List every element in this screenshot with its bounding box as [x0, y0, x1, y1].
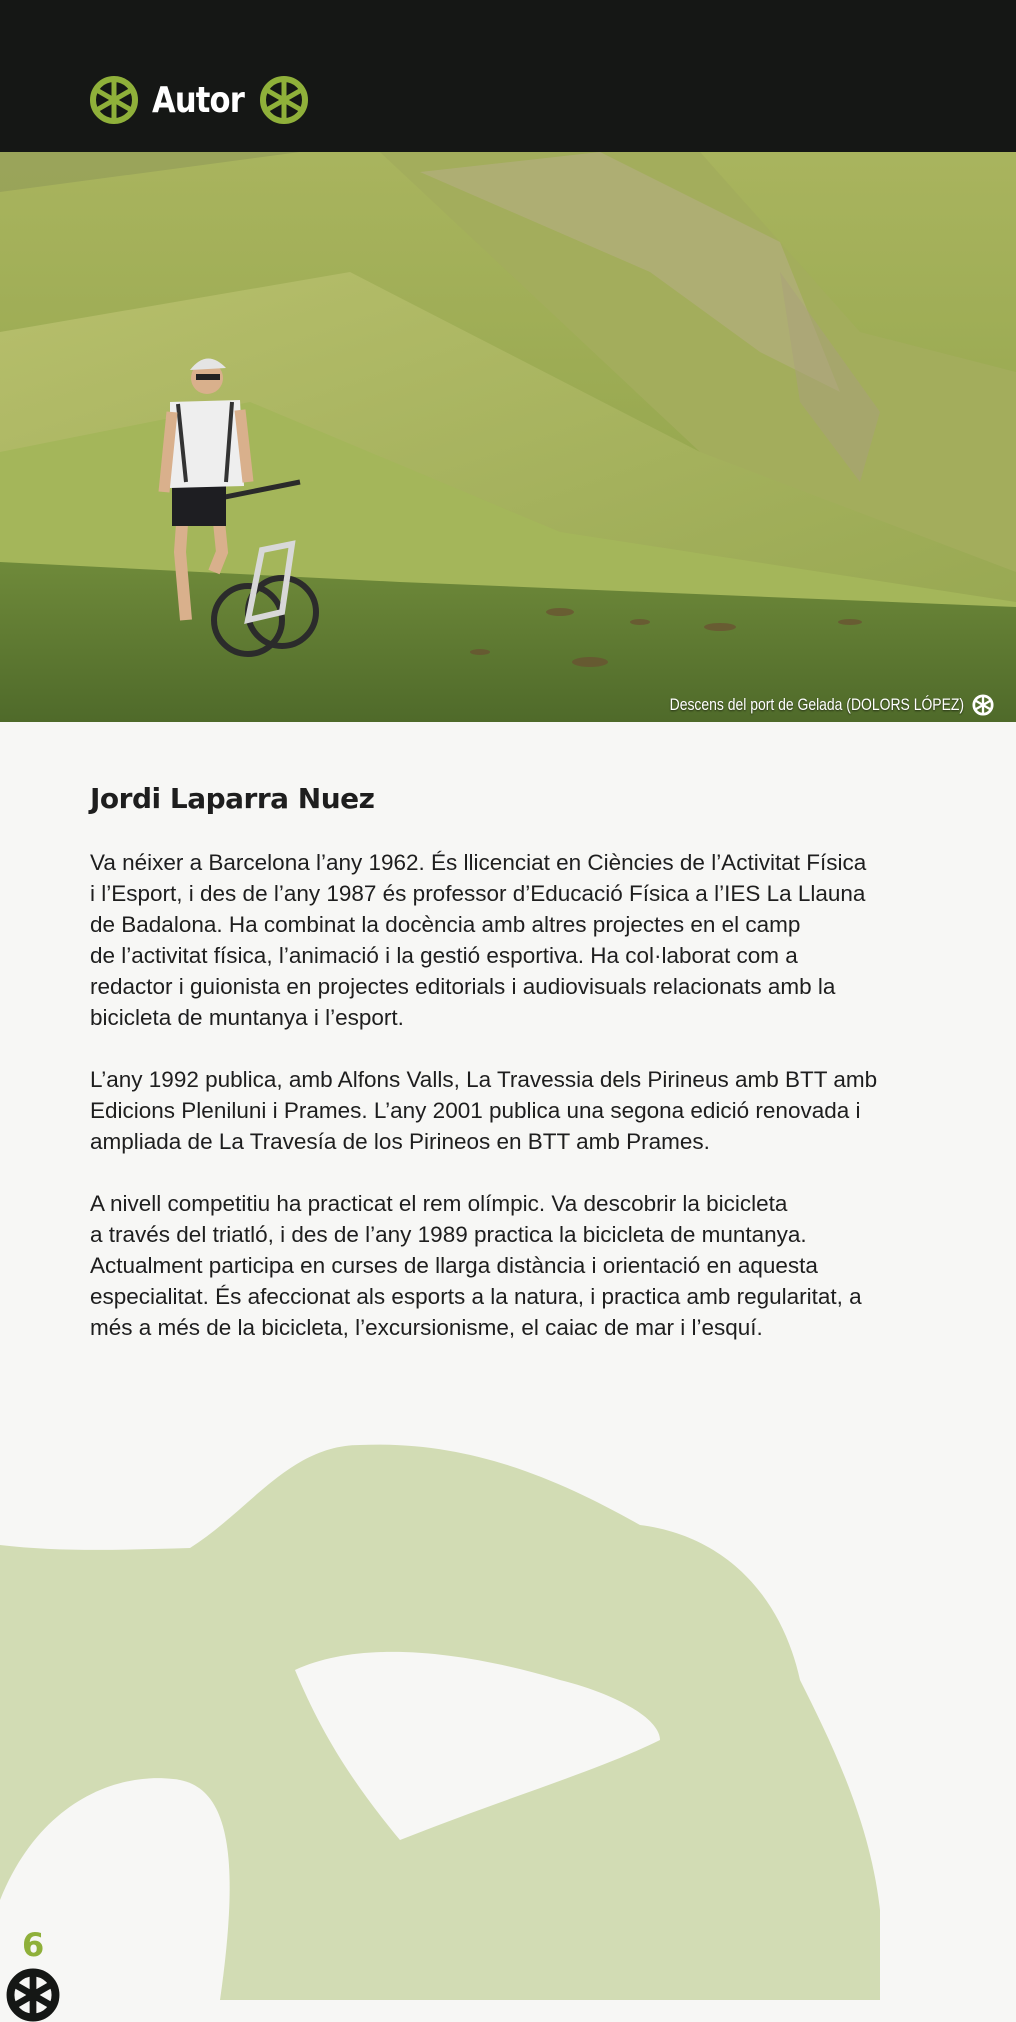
bicycle-wheel-icon [260, 76, 308, 124]
bicycle-wheel-icon [6, 1968, 60, 2022]
section-title: Autor [152, 79, 244, 121]
bio-paragraph: Va néixer a Barcelona l’any 1962. És llicenciat en Ciències de l’Activitat Física i l’Esport, i des de l’any 1987 és professor d’Educació Física a l’IES La Llauna de Badalona. Ha combinat la docència amb altres projectes en el camp de l’activitat física, l’animació i la gestió esportiva. Ha col·laborat com a redactor i guionista en projectes editorials i audiovisuals relacionats amb la bicicleta de muntanya i l’esport. [90, 850, 867, 1030]
section-header [0, 0, 1016, 152]
photo-illustration [0, 152, 1016, 722]
bio-paragraph: A nivell competitiu ha practicat el rem olímpic. Va descobrir la bicicleta a través del triatló, i des de l’any 1989 practica la bicicleta de muntanya. Actualment participa en curses de llarga distància i orientació en aquesta especialitat. És afeccionat als esports a la natura, i practica amb regularitat, a més a més de la bicicleta, l’excursionisme, el caiac de mar i l’esquí. [90, 1191, 862, 1340]
bicycle-wheel-icon [972, 694, 994, 716]
author-photo [0, 152, 1016, 722]
bicycle-wheel-icon [90, 76, 138, 124]
author-name: Jordi Laparra Nuez [90, 782, 375, 815]
photo-caption [645, 694, 994, 716]
author-bio [90, 782, 940, 1374]
decorative-wheel-shape [0, 1440, 1016, 2000]
photo-caption-text: Descens del port de Gelada (DOLORS LÓPEZ) [669, 695, 964, 714]
section-title-group [90, 72, 308, 128]
bio-paragraph: L’any 1992 publica, amb Alfons Valls, La Travessia dels Pirineus amb BTT amb Edicions Pleniluni i Prames. L’any 2001 publica una segona edició renovada i ampliada de La Travesía de los Pirineos en BTT amb Prames. [90, 1067, 878, 1154]
page-number: 6 [22, 1926, 45, 1964]
